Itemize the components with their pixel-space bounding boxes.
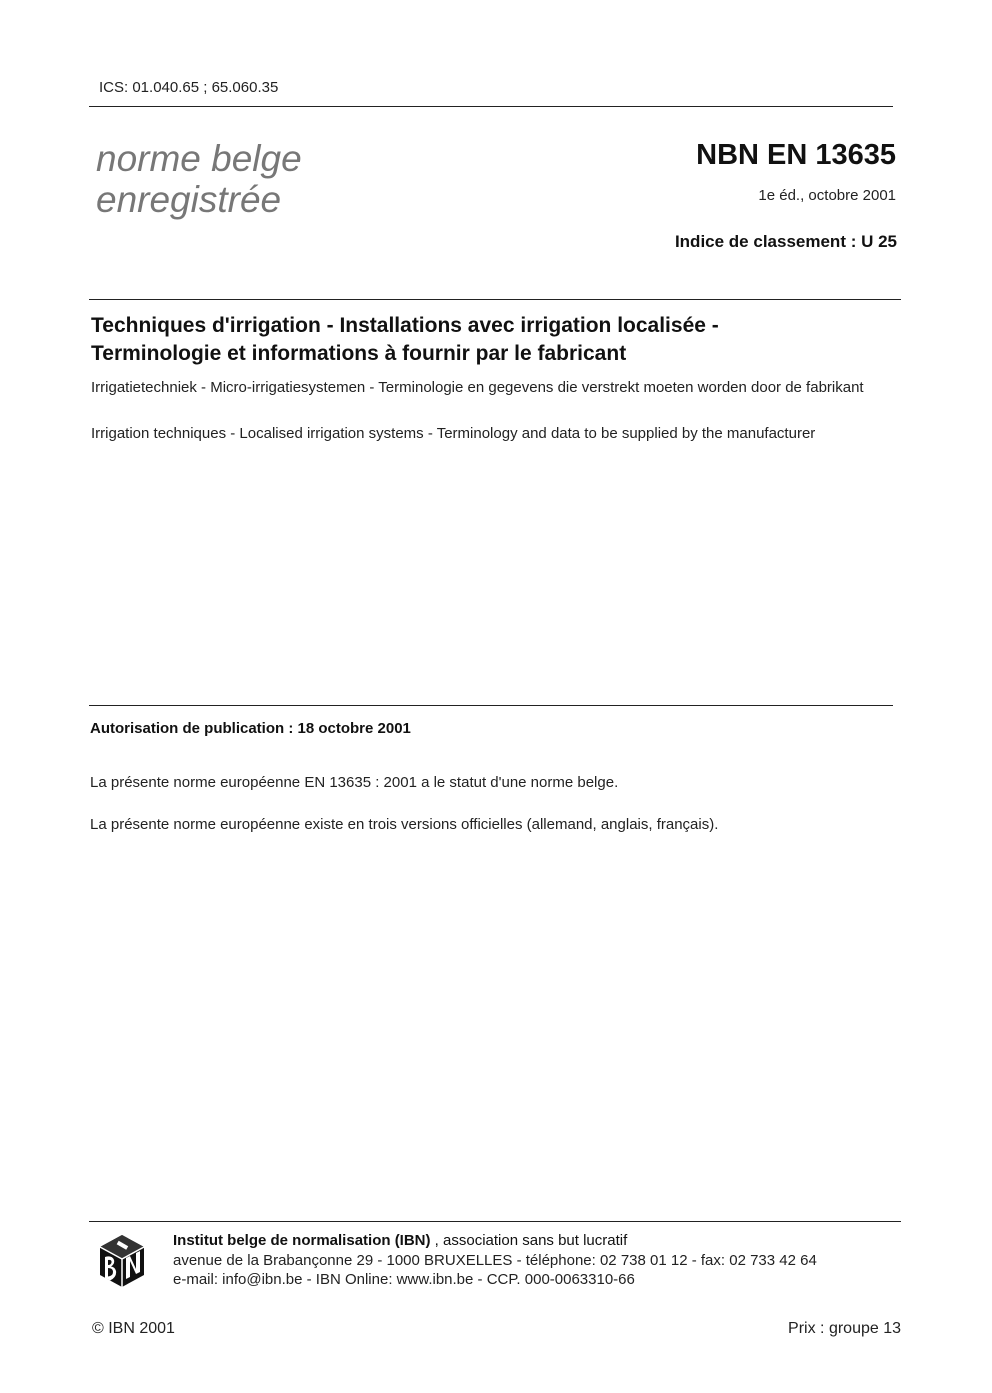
middle-divider bbox=[89, 705, 893, 706]
institute-name-bold: Institut belge de normalisation (IBN) bbox=[173, 1232, 431, 1249]
norme-label bbox=[96, 138, 302, 220]
institute-contact: e-mail: info@ibn.be - IBN Online: www.ibn.be - CCP. 000-0063310-66 bbox=[173, 1271, 635, 1288]
norme-label-line2: enregistrée bbox=[96, 179, 282, 220]
title-french-line2: Terminologie et informations à fournir par le fabricant bbox=[91, 342, 627, 365]
standard-number: NBN EN 13635 bbox=[696, 139, 896, 171]
title-divider bbox=[89, 299, 901, 300]
ibn-logo-icon bbox=[94, 1231, 150, 1291]
institute-address: avenue de la Brabançonne 29 - 1000 BRUXELLES - téléphone: 02 738 01 12 - fax: 02 733 42 64 bbox=[173, 1252, 817, 1269]
title-english: Irrigation techniques - Localised irrigation systems - Terminology and data to be supplied by the manufacturer bbox=[91, 425, 816, 442]
copyright: © IBN 2001 bbox=[92, 1320, 175, 1337]
publication-authorisation: Autorisation de publication : 18 octobre 2001 bbox=[90, 720, 411, 737]
title-french-line1: Techniques d'irrigation - Installations avec irrigation localisée - bbox=[91, 314, 719, 337]
title-french bbox=[91, 312, 851, 368]
status-paragraph: La présente norme européenne EN 13635 : 2001 a le statut d'une norme belge. bbox=[90, 774, 619, 791]
institute-name bbox=[173, 1232, 627, 1249]
footer-divider bbox=[89, 1221, 901, 1222]
top-divider bbox=[89, 106, 893, 107]
norme-label-line1: norme belge bbox=[96, 138, 302, 179]
ics-code: ICS: 01.040.65 ; 65.060.35 bbox=[99, 79, 279, 96]
versions-paragraph: La présente norme européenne existe en trois versions officielles (allemand, anglais, français). bbox=[90, 816, 719, 833]
classification-index: Indice de classement : U 25 bbox=[674, 232, 897, 251]
institute-suffix: , association sans but lucratif bbox=[430, 1232, 628, 1249]
edition-date: 1e éd., octobre 2001 bbox=[758, 187, 896, 204]
price-group: Prix : groupe 13 bbox=[788, 1320, 901, 1337]
title-dutch: Irrigatietechniek - Micro-irrigatiesystemen - Terminologie en gegevens die verstrekt moeten worden door de fabrikant bbox=[91, 379, 864, 396]
